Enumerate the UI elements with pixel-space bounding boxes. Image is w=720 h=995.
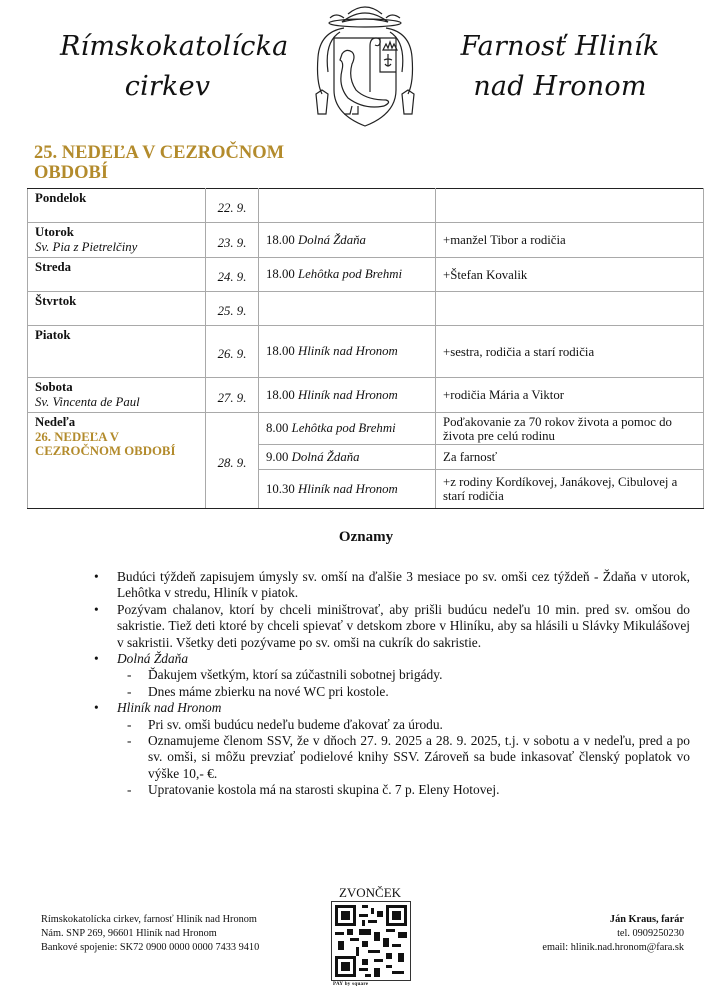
title-line1: 25. NEDEĽA V CEZROČNOM bbox=[34, 143, 285, 163]
mass-schedule-table bbox=[27, 188, 704, 509]
bullet-icon: • bbox=[94, 601, 99, 617]
intention-cell bbox=[436, 189, 704, 223]
day-name: Sobota bbox=[35, 380, 73, 394]
day-name: Pondelok bbox=[35, 191, 87, 205]
mass-place: Dolná Ždaňa bbox=[291, 449, 360, 464]
header-left-line1: Rímskokatolícka bbox=[60, 31, 289, 62]
announcement-text: Dnes máme zbierku na nové WC pri kostole. bbox=[148, 683, 389, 699]
mass-place: Hliník nad Hronom bbox=[298, 481, 398, 496]
time-place-cell bbox=[259, 223, 436, 258]
footer-address bbox=[41, 913, 259, 954]
announcement-text: Pozývam chalanov, ktorí by chceli miništrovať, aby prišli budúcu nedeľu 10 min. pred sv. omšou do sakristie. Tiež deti ktoré by chceli spievať v detskom zbore v Hliníku, aby sa hlásili u Slávky Mikulášovej v sakristii. Všetky deti pozývame po sv. omši na cukrík do sakristie. bbox=[117, 601, 690, 650]
intention-cell bbox=[436, 292, 704, 326]
announcements-title: Oznamy bbox=[338, 529, 394, 545]
intention-cell: +Štefan Kovalik bbox=[436, 258, 704, 292]
title-line2: OBDOBÍ bbox=[34, 163, 109, 183]
date-cell: 22. 9. bbox=[206, 189, 259, 223]
day-name: Streda bbox=[35, 260, 72, 274]
sub-list-item bbox=[117, 684, 690, 700]
day-cell bbox=[28, 292, 206, 326]
mass-time: 18.00 bbox=[266, 344, 295, 358]
table-row bbox=[28, 258, 704, 292]
announcements-list bbox=[90, 569, 690, 799]
time-place-cell bbox=[259, 292, 436, 326]
footer-address-line: Nám. SNP 269, 96601 Hliník nad Hronom bbox=[41, 927, 217, 939]
saint-name: Sv. Pia z Pietrelčiny bbox=[35, 240, 138, 254]
announcement-text: Upratovanie kostola má na starosti skupina č. 7 p. Eleny Hotovej. bbox=[148, 782, 500, 798]
time-place-cell bbox=[259, 413, 436, 445]
announcement-text: Budúci týždeň zapisujem úmysly sv. omší na ďalšie 3 mesiace po sv. omši cez týždeň - Ždaňa v utorok, Lehôtka v stredu, Hliník v piatok. bbox=[117, 569, 690, 601]
time-place-cell bbox=[259, 326, 436, 378]
table-row bbox=[28, 189, 704, 223]
coat-of-arms-icon bbox=[300, 2, 430, 127]
mass-time: 9.00 bbox=[266, 449, 289, 464]
dash-icon: - bbox=[127, 733, 132, 749]
footer-phone: tel. 0909250230 bbox=[617, 927, 684, 939]
mass-place: Hliník nad Hronom bbox=[298, 387, 398, 402]
day-cell bbox=[28, 189, 206, 223]
sub-list-item bbox=[117, 667, 690, 683]
day-cell bbox=[28, 223, 206, 258]
bullet-icon: • bbox=[94, 651, 99, 667]
date-cell: 23. 9. bbox=[206, 223, 259, 258]
sub-list-item bbox=[117, 782, 690, 798]
sub-list-item bbox=[117, 717, 690, 733]
day-name: Utorok bbox=[35, 225, 74, 239]
page-title bbox=[34, 143, 354, 183]
sub-list bbox=[117, 667, 690, 700]
list-item bbox=[90, 651, 690, 700]
saint-name: Sv. Vincenta de Paul bbox=[35, 395, 140, 409]
sub-list bbox=[117, 717, 690, 799]
table-row bbox=[28, 326, 704, 378]
intention-cell: Za farnosť bbox=[436, 445, 704, 470]
day-cell bbox=[28, 413, 206, 509]
footer-contact bbox=[470, 913, 684, 954]
footer-email[interactable]: email: hlinik.nad.hronom@fara.sk bbox=[542, 941, 684, 953]
date-cell: 26. 9. bbox=[206, 326, 259, 378]
announcement-section-label: Dolná Ždaňa bbox=[117, 651, 189, 667]
footer-org-name: Rímskokatolícka cirkev, farnosť Hliník nad Hronom bbox=[41, 914, 257, 925]
date-cell: 24. 9. bbox=[206, 258, 259, 292]
date-cell: 28. 9. bbox=[206, 413, 259, 509]
feast-name-line1: 26. NEDEĽA V bbox=[35, 430, 120, 444]
header-right-line1: Farnosť Hliník bbox=[460, 31, 660, 62]
intention-cell: +rodičia Mária a Viktor bbox=[436, 378, 704, 413]
announcement-text: Ďakujem všetkým, ktorí sa zúčastnili sobotnej brigády. bbox=[148, 667, 443, 683]
time-place-cell bbox=[259, 470, 436, 509]
day-cell bbox=[28, 258, 206, 292]
day-cell bbox=[28, 378, 206, 413]
footer-priest-name: Ján Kraus, farár bbox=[609, 914, 684, 925]
date-cell: 25. 9. bbox=[206, 292, 259, 326]
mass-time: 18.00 bbox=[266, 232, 295, 247]
mass-place: Lehôtka pod Brehmi bbox=[298, 267, 403, 281]
table-row bbox=[28, 378, 704, 413]
bullet-icon: • bbox=[94, 700, 99, 716]
intention-cell: +z rodiny Kordíkovej, Janákovej, Cibulovej a starí rodičia bbox=[436, 470, 704, 509]
sub-list-item bbox=[117, 733, 690, 782]
mass-time: 18.00 bbox=[266, 267, 295, 281]
mass-time: 10.30 bbox=[266, 481, 295, 496]
table-row bbox=[28, 413, 704, 445]
day-cell bbox=[28, 326, 206, 378]
dash-icon: - bbox=[127, 782, 132, 798]
day-name: Štvrtok bbox=[35, 294, 77, 308]
intention-cell: +manžel Tibor a rodičia bbox=[436, 223, 704, 258]
date-cell: 27. 9. bbox=[206, 378, 259, 413]
footer-bank-account: Bankové spojenie: SK72 0900 0000 0000 7433 9410 bbox=[41, 941, 260, 953]
header-left-title bbox=[60, 27, 289, 107]
day-name: Piatok bbox=[35, 328, 71, 342]
table-row bbox=[28, 292, 704, 326]
dash-icon: - bbox=[127, 683, 132, 699]
list-item bbox=[90, 602, 690, 651]
announcement-text: Oznamujeme členom SSV, že v dňoch 27. 9. 2025 a 28. 9. 2025, t.j. v sobotu a v nedeľu, pred a po sv. omši, si môžu prevziať podielové knihy SSV. Zároveň sa bude inkasovať členský poplatok vo výške 10,- €. bbox=[148, 733, 690, 781]
time-place-cell bbox=[259, 378, 436, 413]
header-right-title bbox=[455, 27, 665, 107]
header-left-line2: cirkev bbox=[124, 71, 211, 102]
mass-time: 8.00 bbox=[266, 421, 289, 435]
mass-place: Hliník nad Hronom bbox=[298, 344, 398, 358]
time-place-cell bbox=[259, 189, 436, 223]
feast-name-line2: CEZROČNOM OBDOBÍ bbox=[35, 444, 176, 458]
time-place-cell bbox=[259, 258, 436, 292]
time-place-cell bbox=[259, 445, 436, 470]
announcement-text: Pri sv. omši budúcu nedeľu budeme ďakovať za úrodu. bbox=[148, 716, 443, 732]
qr-caption: PAY by square bbox=[333, 982, 369, 987]
intention-cell: Poďakovanie za 70 rokov života a pomoc do života pre celú rodinu bbox=[436, 413, 704, 445]
table-row bbox=[28, 223, 704, 258]
dash-icon: - bbox=[127, 667, 132, 683]
qr-code-icon[interactable] bbox=[331, 901, 411, 981]
header-right-line2: nad Hronom bbox=[473, 71, 647, 102]
announcement-section-label: Hliník nad Hronom bbox=[117, 700, 222, 716]
dash-icon: - bbox=[127, 716, 132, 732]
bullet-icon: • bbox=[94, 569, 99, 584]
list-item bbox=[90, 700, 690, 798]
mass-place: Dolná Ždaňa bbox=[298, 232, 366, 247]
mass-time: 18.00 bbox=[266, 387, 295, 402]
qr-title: ZVONČEK bbox=[338, 885, 402, 900]
intention-cell: +sestra, rodičia a starí rodičia bbox=[436, 326, 704, 378]
list-item bbox=[90, 569, 690, 602]
day-name: Nedeľa bbox=[35, 415, 76, 429]
mass-place: Lehôtka pod Brehmi bbox=[291, 421, 396, 435]
